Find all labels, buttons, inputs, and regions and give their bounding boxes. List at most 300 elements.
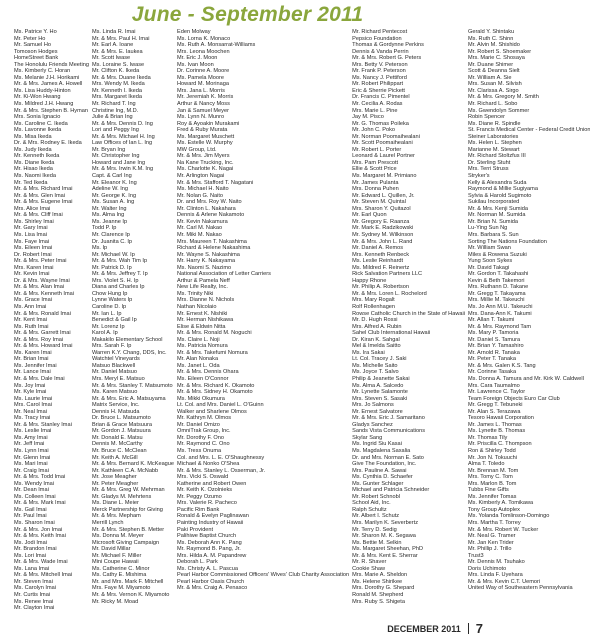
donor-name: Mr. & Mrs. Richard Imai: [14, 186, 73, 193]
donor-name: Mr. & Mrs. Jim Myers: [177, 153, 230, 160]
donor-name: Ms. Misa Ikeda: [14, 133, 52, 140]
donor-name: Mr. James L. Thomas: [467, 421, 522, 428]
donor-name: Mr. Robert S. Shoemaker: [467, 48, 532, 55]
donor-name: Mr. Kyle Imai: [14, 389, 47, 396]
donor-name: Mrs. Vicki S. Oswald: [177, 474, 229, 481]
donor-name: Mr. Wayne S. Nakashima: [177, 251, 240, 258]
donor-name: Ellie & Scott Price: [352, 166, 397, 173]
donor-name: Mr. & Mrs. Stephen B. Metter: [91, 526, 165, 533]
donor-name: Mr. & Mrs. Galen K.S. Tang: [467, 362, 536, 369]
donor-name: Mr. Robert L. Porter: [352, 146, 402, 153]
donor-name: Tesoro Hawaii Corporation: [467, 415, 534, 422]
donor-name: Give The Foundation, Inc.: [352, 461, 417, 468]
donor-name: Ms. Ip: [91, 245, 108, 252]
donor-name: Ms. Bettie M. Selkin: [352, 539, 402, 546]
donor-name: Ms. Susan A. Ing: [91, 199, 135, 206]
donor-name: Mr. Alan Nonaka: [177, 356, 219, 363]
donor-name: Gerald Y. Shintaku: [467, 29, 515, 35]
donor-name: Mr. Ricky M. Moad: [91, 598, 139, 605]
donor-name: Dr. Robert Imai: [14, 251, 52, 258]
donor-name: Ms. Amy Imai: [14, 434, 48, 441]
donor-name: Ms. Tracy Imai: [14, 415, 51, 422]
donor-name: Marianne M. Stewart: [467, 146, 520, 153]
donor-name: Mr. Robert Schnobl: [352, 493, 400, 500]
donor-name: School Aid, Inc.: [352, 500, 391, 507]
donor-name: Mel & Imelda Saitto: [352, 343, 401, 350]
donor-name: Mr. Earl A. Ioane: [91, 42, 134, 49]
donor-name: Philip & Jeanette Sakai: [352, 375, 410, 382]
donor-name: Sukilau Incorporated: [467, 199, 520, 206]
donor-name: Ronald & Evelyn Paglinawan: [177, 513, 249, 520]
donor-name: Mrs. Terri Struss: [467, 166, 509, 173]
donor-name: Rolf Rollenhagen: [352, 303, 396, 310]
donor-name: Ms. Mildred F. Reinertz: [352, 264, 410, 271]
donor-name: Mr. G. Thomas Poileka: [352, 120, 409, 127]
donor-name: Mr. Gregory E. Raanza: [352, 218, 410, 225]
donor-name: Ms. Jeanne Ip: [91, 218, 128, 225]
donor-name: Mr. Ki-Won Hwang: [14, 94, 61, 101]
donor-name: Mr. Harry K. Nakayama: [177, 258, 236, 265]
donor-name: Mrs. Tomy C. Tom: [467, 474, 513, 481]
donor-name: Microsoft Giving Campaign: [91, 539, 160, 546]
donor-name: Ms. Deborah Ann K. Pang: [177, 539, 242, 546]
donor-name: Ms. Mary P. Tamoria: [467, 330, 519, 337]
donor-name: Sylvia & Harold Sugimoto: [467, 192, 532, 199]
donor-name: Palihiwe Baptist Church: [177, 533, 237, 540]
donor-name: Mrs. Millie M. Takeuchi: [467, 297, 525, 304]
donor-name: Ms. Grace Imai: [14, 297, 52, 304]
donor-name: Ms. Helene Shirikee: [352, 578, 403, 585]
donor-name: Mr. & Mrs. Cliff Imai: [14, 212, 63, 219]
donor-name: Sorting The Nations Foundation: [467, 238, 547, 245]
donor-name: Mr. & Mrs. Stafford T. Nagatani: [177, 179, 254, 186]
donor-name: Ms. Lynette B. Thomas: [467, 428, 526, 435]
donor-name: Ms. Alma Ing: [91, 212, 125, 219]
donor-name: Ms. Ruth C. Shinn: [467, 35, 514, 42]
donor-name: Mr. Gary Imai: [14, 225, 48, 232]
donor-name: HomeStreet Bank: [14, 55, 59, 62]
donor-column-2: [92, 29, 174, 619]
donor-name: Ms. Ruth A. Monsarrat-Williams: [177, 42, 256, 49]
donor-name: Col. and Mrs. L. E. O'Shaughnessy: [177, 454, 265, 461]
donor-name: Dennis H. Matsuda: [91, 408, 140, 415]
donor-name: Mrs. Alfred A. Rubin: [352, 323, 402, 330]
donor-name: Leonard & Laurel Portner: [352, 153, 415, 160]
donor-name: Yung Soon Sykes: [467, 258, 513, 265]
donor-name: Matsuo Blackwell: [91, 362, 136, 369]
donor-name: Mr. Bruce C. McClean: [91, 448, 147, 454]
footer-divider: [468, 623, 469, 634]
donor-name: Mr. John C. Poko: [352, 127, 396, 134]
donor-name: National Association of Letter Carriers: [177, 271, 271, 278]
donor-name: Mr. & Mrs. Stephen B. Hyman: [14, 107, 88, 114]
donor-name: Mrs. Marlon B. Tom: [467, 480, 517, 487]
donor-name: Mr. & Mrs. Dale Imai: [14, 375, 65, 382]
donor-name: Mrs. Marie A. Sheldon: [352, 572, 408, 579]
donor-name: Mr. Dennis M. Tsuhako: [467, 559, 525, 566]
donor-name: Mr. Daniel Matsuo: [91, 369, 138, 376]
donor-name: Cookie Shaw: [352, 565, 386, 572]
donor-name: Mr. Neal Imai: [14, 408, 47, 415]
donor-name: Steiner Laboratories: [467, 133, 519, 140]
donor-name: Mr. & Mrs. Kevin C.T. Uemori: [467, 578, 541, 585]
donor-name: Mr. Robert Philippart: [352, 81, 404, 88]
donor-name: Mr. & Mrs. Raymond Tam: [467, 323, 531, 330]
donor-name: Mr. D. Hugh Rossi: [352, 317, 398, 324]
donor-name: Ms. Estelle W. Murphy: [177, 140, 233, 147]
donor-name: Benedict & Gail Ip: [91, 317, 137, 324]
donor-name: Mr. & Mrs. Dennis Ohara: [177, 369, 239, 376]
donor-name: Mrs. Sharon Y. Quitazol: [352, 205, 411, 212]
donor-name: Mrs. Barbara S. Sun: [467, 231, 519, 238]
donor-name: Mr. Daniel Omizo: [177, 421, 220, 428]
donor-name: Ms. Ann Imai: [14, 303, 47, 310]
donor-name: Mr. William A. Sie: [467, 74, 512, 81]
donor-name: Mr. Brennan M. Tom: [467, 467, 519, 474]
donor-name: Mrs. Dorothy G. Shepard: [352, 585, 415, 592]
donor-name: Mrs. Jana L. Morris: [177, 87, 225, 94]
donor-name: Watchtel Vineyards: [91, 356, 140, 363]
donor-name: Mr. Daniel S. Tamura: [467, 336, 521, 343]
donor-name: Ms. Gunter Schlager: [352, 480, 404, 487]
donor-name: Mr. Allan T. Takumi: [467, 317, 515, 324]
donor-name: Diana and Charles Ip: [91, 284, 145, 291]
donor-name: Mrs. Kenneth Renbeck: [352, 251, 410, 258]
donor-name: Dennis & Vanda Perrin: [352, 48, 409, 55]
donor-name: Ms. Laurie Imai: [14, 395, 53, 402]
donor-name: Ms. Joy Imai: [14, 382, 46, 389]
donor-name: Mr. Peter Ho: [14, 35, 46, 42]
donor-column-1: [14, 29, 89, 619]
donor-name: Robin Spencer: [467, 114, 505, 121]
donor-name: Mrs. Marie C. Shosaya: [467, 55, 525, 62]
donor-name: Warren K.Y. Chang, DDS, Inc.: [91, 349, 167, 356]
donor-name: Ms. Leslie Reinhardt: [352, 258, 404, 265]
donor-name: Mr. & Mrs. Duane Ikeda: [91, 74, 151, 81]
donor-name: Ms. Judy Ikeda: [14, 146, 52, 153]
donor-name: Mr. Phillip J. Trillo: [467, 546, 512, 553]
donor-name: Ms. Janet L. Oda: [177, 362, 220, 369]
donor-name: Ms. Lisa Huddy-Hinton: [14, 87, 71, 94]
donor-name: Mrs. Carol Imai: [14, 402, 52, 409]
donor-name: Mr. & Mrs. Greg W. Mehrman: [91, 487, 165, 494]
donor-name: Mr. & Mrs. Mark Imai: [14, 500, 66, 507]
donor-name: Mrs. Ruthann D. Takane: [467, 284, 529, 291]
donor-name: Mr. & Mrs. James A. Howell: [14, 81, 83, 88]
donor-name: Ms. Linda R. Imai: [91, 29, 136, 35]
donor-name: Lt. Col. Tracey J. Saki: [352, 356, 407, 363]
donor-name: Mrs. Karen Imai: [14, 264, 54, 271]
donor-name: Mrs. Alice Imai: [14, 205, 51, 212]
donor-name: Mr. & Mrs. Ronald M. Noguchi: [177, 330, 252, 337]
donor-name: Mr. & Mrs. E. Iaukea: [91, 48, 143, 55]
donor-name: Tubbs Fine Gifts: [467, 487, 509, 494]
donor-name: Ms. Kimberly A. Tomikawa: [467, 500, 534, 507]
donor-name: Ms. Donna A. Tamura and Mr. Kirk W. Caldwell: [467, 375, 584, 382]
donor-name: Ms. Mari Imai: [14, 461, 48, 468]
donor-name: Ms. Lavonne Ikeda: [14, 127, 62, 134]
donor-name: Mr. Paul Imai: [14, 513, 47, 520]
donor-name: Mr. Kent Imai: [14, 317, 47, 324]
donor-name: Mr. Albert I. Schutz: [352, 513, 400, 520]
donor-name: Mr. & Mrs. Bernard K. McKeague: [91, 461, 175, 468]
donor-name: Mr. George K. Ing: [91, 192, 137, 199]
donor-name: Ms. Leslie Imai: [14, 428, 52, 435]
donor-name: Mr. & Mrs. Michael H. Ing: [91, 133, 155, 140]
donor-name: Mrs. Dianne N. Nichols: [177, 297, 235, 304]
donor-name: Mrs. Sonia Ignacio: [14, 114, 61, 121]
donor-name: Christine Ing, M.D.: [91, 107, 139, 114]
donor-name: Mr. Gordon T. Takahashi: [467, 271, 529, 278]
donor-name: Mr. Jan Ken Trider: [467, 539, 514, 546]
donor-name: Mrs. Linda F. Uyehara: [467, 572, 523, 579]
donor-name: Ms. Carolyn Imai: [14, 585, 56, 592]
donor-name: Mr. Duane Shimer: [467, 61, 514, 68]
donor-name: Mr. Clinton L. Nakahara: [177, 205, 236, 212]
donor-name: Miles & Rowena Suzuki: [467, 251, 527, 258]
donor-name: Merrill Lynch: [91, 520, 124, 527]
donor-name: Karol A. Ip: [91, 330, 118, 337]
donor-name: Ms. Pamela Moore: [177, 74, 224, 81]
donor-name: Mr. Richard Pentecost: [352, 29, 408, 35]
donor-name: Mr. & Mrs. Gregory M. Smith: [467, 94, 539, 101]
donor-name: Mrs. Cara Taumalmo: [467, 382, 520, 389]
donor-name: Mrs. Hilda A. M. Papandrew: [177, 552, 247, 559]
donor-name: Ms. Karen Matsuo: [91, 389, 138, 396]
donor-name: Ms. Cathy E. Mishima: [91, 572, 147, 579]
donor-name: Mr. Earl Quon: [352, 212, 387, 219]
donor-name: Mr. Kathryn M. Olmos: [177, 415, 232, 422]
donor-name: Mr. Donald E. Matsu: [91, 434, 143, 441]
donor-name: Dr. & Mrs. Wayne Imai: [14, 277, 70, 284]
donor-name: Elise & Eldwin Nitta: [177, 323, 226, 330]
donor-name: Mrs. Ruby S. Shigeta: [352, 598, 405, 605]
donor-name: Mr. Samuel Ho: [14, 42, 51, 49]
donor-name: Howard and Jane Ing: [91, 159, 146, 166]
donor-name: Mr. David Millar: [91, 546, 131, 553]
donor-name: Ms. Patrice Y. Ho: [14, 29, 57, 35]
donor-name: Mr. & Mrs. Vernon K. Miyamoto: [91, 592, 170, 599]
donor-name: Mr. Brian Y. Tamashiro: [467, 343, 524, 350]
donor-name: Mrs. Sarah F. Ip: [91, 343, 132, 350]
donor-name: Pacific Rim Bank: [177, 506, 220, 513]
donor-name: Matrix Service, Inc.: [91, 402, 140, 409]
donor-name: Ms. Faye Imai: [14, 238, 50, 245]
donor-name: Deborah L. Park: [177, 559, 218, 566]
donor-name: Raymond & Millie Sugiyama: [467, 186, 538, 193]
donor-name: Ms. Ira Sakai: [352, 349, 385, 356]
donor-name: Mr. Thomas Tily: [467, 434, 508, 441]
donor-name: New Life Realty, Inc.: [177, 284, 228, 291]
donor-name: Mr. & Mrs. Craig A. Penasco: [177, 585, 248, 592]
donor-name: Mr. Walter Ing: [91, 205, 127, 212]
donor-name: Mr. Richard L. Sobo: [467, 101, 518, 108]
donor-name: Eric & Sherrie Pickett: [352, 87, 405, 94]
donor-name: Dennis & Arlene Nakamoto: [177, 212, 245, 219]
donor-name: Scott & Deanna Sielt: [467, 68, 520, 75]
donor-name: Ms. Yolanda Tomlinson-Domingo: [467, 513, 550, 520]
donor-name: Ms. Jo Ann M.U. Takeuchi: [467, 303, 533, 310]
donor-name: Jan & Samuel Meyer: [177, 107, 229, 114]
donor-name: Mr. Jose Meagher: [91, 474, 137, 481]
donor-name: Richard & Helene Nakashima: [177, 245, 251, 252]
donor-name: Ms. Gwendolyn Sommer: [467, 107, 530, 114]
donor-name: Dr. Francis C. Pimentel: [352, 94, 410, 101]
donor-name: Mr. & Mrs. Eric A. Matsuyama: [91, 395, 166, 402]
donor-name: Mrs. Martha T. Torrey: [467, 520, 521, 527]
donor-name: Dr. & Mrs. Rodney E. Ikeda: [14, 140, 82, 147]
donor-name: Ms. Claire L. Noji: [177, 336, 220, 343]
donor-name: Ms. Jennifer Tomas: [467, 493, 517, 500]
donor-name: Ms. Lori Imai: [14, 552, 47, 559]
donor-name: Mr. Gordon J. Matsuura: [91, 428, 151, 435]
donor-name: Ralph Schultz: [352, 506, 387, 513]
donor-name: Gladys Sanchez: [352, 421, 393, 428]
donor-name: Mr. Sharon M. K. Segawa: [352, 533, 416, 540]
donor-name: Dr. and Mrs. Norman E. Sato: [352, 454, 424, 461]
donor-name: Mr. Ernest Salvatore: [352, 408, 403, 415]
donor-name: Ms. Diane R. Spindle: [467, 120, 521, 127]
donor-name: Trust3: [467, 552, 484, 559]
donor-name: Ms. Eileen Imai: [14, 245, 53, 252]
donor-name: Mrs. Violet S. H. Ip: [91, 277, 139, 284]
donor-name: Skylar Sang: [352, 434, 383, 441]
donor-name: Mr. Alan S. Terazawa: [467, 408, 521, 415]
donor-name: Mr. Dean Imai: [14, 487, 49, 494]
donor-name: Mr. Michael W. Ip: [91, 251, 135, 258]
donor-name: Nathan Nicolaio: [177, 303, 217, 310]
donor-name: Fred & Ruby Murata: [177, 127, 228, 134]
donor-name: Mr. & Mrs. Takefumi Nomura: [177, 349, 248, 356]
donor-name: Stryker's: [467, 173, 490, 180]
donor-name: Mr. Lawrence C. Taylor: [467, 389, 526, 396]
donor-name: Ron & Shirley Todd: [467, 448, 516, 454]
donor-name: Ms. Ruth Imai: [14, 323, 49, 330]
donor-name: Ronald M. Shepherd: [352, 592, 404, 599]
donor-name: Mr. & Mrs. Garrett Imai: [14, 330, 71, 337]
donor-name: Ms. Sharon Imai: [14, 520, 55, 527]
donor-name: Mr. & Mrs. Eugene Imai: [14, 199, 73, 206]
donor-name: Mr. Kevin Nakamura: [177, 218, 228, 225]
donor-name: Mr. Norman M. Sumida: [467, 212, 526, 219]
donor-name: Ms. Michelle Saito: [352, 362, 398, 369]
donor-name: Walker and Sharlene Olmos: [177, 408, 247, 415]
donor-name: Ms. Lynn Imai: [14, 448, 49, 454]
donor-name: Mr. & Mrs. Jeffrey T. Ip: [91, 271, 148, 278]
donor-name: Mr. Dorothy F. Ono: [177, 434, 224, 441]
donor-name: Roy & Ayoakin Murakami: [177, 120, 240, 127]
donor-name: Katherine and Robert Owen: [177, 480, 247, 487]
donor-name: Ms. Helen L. Stephen: [467, 140, 522, 147]
donor-name: Chow Hung Ip: [91, 290, 128, 297]
donor-name: Brian & Grace Matsuura: [91, 421, 152, 428]
donor-name: Sahel Club International Hawaii: [352, 330, 431, 337]
donor-name: Mrs. Margaret Ikeda: [91, 94, 142, 101]
donor-name: Mr. Glenn Imai: [14, 454, 51, 461]
donor-name: Mr. Christopher Ing: [91, 153, 140, 160]
donor-name: Lu-Ying Sun Ng: [467, 225, 508, 232]
donor-name: Mrs. Steven S. Sasaki: [352, 395, 408, 402]
donor-name: Mrs. Marilyn K. Severbertz: [352, 520, 419, 527]
donor-name: Mr. Ted Ikeda: [14, 179, 48, 186]
donor-column-3: [177, 29, 349, 619]
donor-name: Painting Industry of Hawaii: [177, 520, 244, 527]
donor-name: Mr. & Mrs. Wade Imai: [14, 559, 68, 566]
donor-name: Ms. Colleen Imai: [14, 493, 56, 500]
donor-name: Mr. & Mrs. Irwin K.M. Ing: [91, 166, 154, 173]
donor-name: Mr. Jeremiah K. Morris: [177, 94, 234, 101]
donor-name: Mr. Philip A. Robertson: [352, 284, 410, 291]
donor-name: Ms. Lana Imai: [14, 565, 50, 572]
page-footer: [387, 621, 483, 636]
donor-name: Mr. Clifton K. Ikeda: [91, 68, 140, 75]
donor-name: Mr. & Mrs. Paul H. Imai: [91, 35, 150, 42]
donor-name: Mr. & Mrs. Dennis D. Ing: [91, 120, 153, 127]
donor-name: Mr. Mark E. Radzikowski: [352, 225, 414, 232]
donor-name: Rowse Catholic Church in the State of Hawaii: [352, 310, 465, 317]
donor-name: Mr. Eric J. Moon: [177, 55, 218, 62]
donor-name: Ms. Lisa Imai: [14, 231, 47, 238]
donor-name: Mr. & Mrs. Richard K. Okamoto: [177, 382, 255, 389]
donor-name: Rick Salvation Partners LLC: [352, 271, 423, 278]
donor-name: Ms. Loraine S. Iwase: [91, 61, 145, 68]
donor-name: Jay M. Pisco: [352, 114, 384, 121]
donor-name: Ms. Caroline C. Ikeda: [14, 120, 68, 127]
donor-name: Mr. & Mrs. Kenneth Imai: [14, 290, 74, 297]
donor-name: Ms. Jennifer Imai: [14, 362, 57, 369]
donor-name: Mr. Corinne Tasaka: [467, 369, 517, 376]
donor-name: Dr. Juanita C. Ip: [91, 238, 133, 245]
donor-name: Arthur & Pamela Neff: [177, 277, 230, 284]
page-number: 7: [475, 621, 483, 636]
donor-name: Sands Vista Communications: [352, 428, 426, 435]
donor-name: Mr. Gladys M. Mehrtens: [91, 493, 152, 500]
donor-name: Mr. Peggy Ozumo: [177, 493, 222, 500]
donor-name: Mr. Clayton Imai: [14, 605, 55, 612]
donor-name: Ms. Cynthia D. Schaefer: [352, 474, 413, 481]
donor-name: Mr. Daniel A. Remos: [352, 245, 404, 252]
footer-month: DECEMBER 2011: [387, 623, 461, 634]
donor-name: Mrs. Valerie R. Pacheco: [177, 500, 237, 507]
donor-name: Mr. & Mrs. Ronald Imai: [14, 310, 71, 317]
donor-name: Mr. Lorenz Ip: [91, 323, 125, 330]
donor-name: Mr. & Mrs. John L. Rand: [352, 238, 413, 245]
donor-name: Mr. R. Shaver: [352, 559, 387, 566]
donor-column-4: [352, 29, 465, 619]
donor-name: Mr. Arlington Nagai: [177, 173, 225, 180]
donor-name: Mr. Eleanor K. Ing: [91, 179, 137, 186]
donor-name: Mr. William Swan: [467, 245, 511, 252]
donor-name: Ms. Ivan Moon: [177, 61, 214, 68]
donor-name: Mr. Raymond C. Ono: [177, 441, 230, 448]
donor-name: Mr. Jon N. Tokuuchi: [467, 454, 518, 461]
donor-name: Ms. Naomi Ikeda: [14, 173, 56, 180]
donor-name: Mrs. Marie L. Pine: [352, 107, 398, 114]
donor-name: Dr. Bruce L. Matsumoto: [91, 415, 151, 422]
donor-name: Ms. Karen Imai: [14, 349, 52, 356]
donor-name: Mr. Scott Poomaihealani: [352, 140, 413, 147]
donor-name: OmniTrak Group, Inc.: [177, 428, 231, 435]
donor-name: Lori and Peggy Ing: [91, 127, 139, 134]
donor-name: Mr. Miki M. Nakao: [177, 231, 222, 238]
donor-name: Mr. Steven M. Quintal: [352, 199, 406, 206]
donor-name: Ms. Margaret Muschett: [177, 133, 235, 140]
donor-name: Mr. & Mrs. Peter Imai: [14, 258, 67, 265]
donor-name: Paki Provident: [177, 526, 214, 533]
donor-name: Thomas & Gordynne Perkins: [352, 42, 424, 49]
donor-name: Mr. & Mrs. Robert W. Tucker: [467, 526, 539, 533]
donor-name: Mr. Arnold R. Tanaka: [467, 349, 520, 356]
